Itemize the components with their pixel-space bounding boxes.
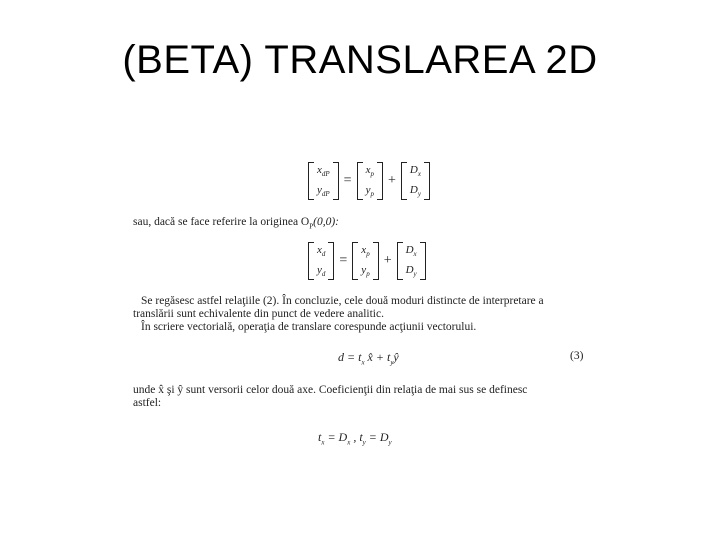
slide-title: (BETA) TRANSLAREA 2D [122, 38, 598, 82]
paragraph-definitions: unde x̂ şi ŷ sunt versorii celor două axe. Coeficienţii din relaţia de mai sus se definesc astfel: [133, 384, 528, 409]
text-line-origin: sau, dacă se face referire la originea $O_P(0,0)$: [133, 216, 340, 231]
equation-4: $t_x = D_x$ , $t_y = D_y$ [318, 430, 392, 447]
equation-number: (3) [570, 350, 584, 362]
equation-3: $d = t_x$ x̂ + $t_yŷ$ [338, 350, 399, 367]
matrix-equation-2: $x_d$ $y_d$ = $x_p$ $y_p$ + $D_x$ $D_y$ [308, 242, 426, 280]
matrix-equation-1: $x_{dP}$ $y_{dP}$ = $x_p$ $y_p$ + $D_x$ $D_y$ [308, 162, 430, 200]
paragraph-conclusion: Se regăsesc astfel relaţiile (2). În concluzie, cele două moduri distincte de interpretare a translării sunt echivalente din punct de vedere analitic. În scriere vectorială, operaţia de translare corespunde acţiunii vectorului. [133, 295, 544, 333]
